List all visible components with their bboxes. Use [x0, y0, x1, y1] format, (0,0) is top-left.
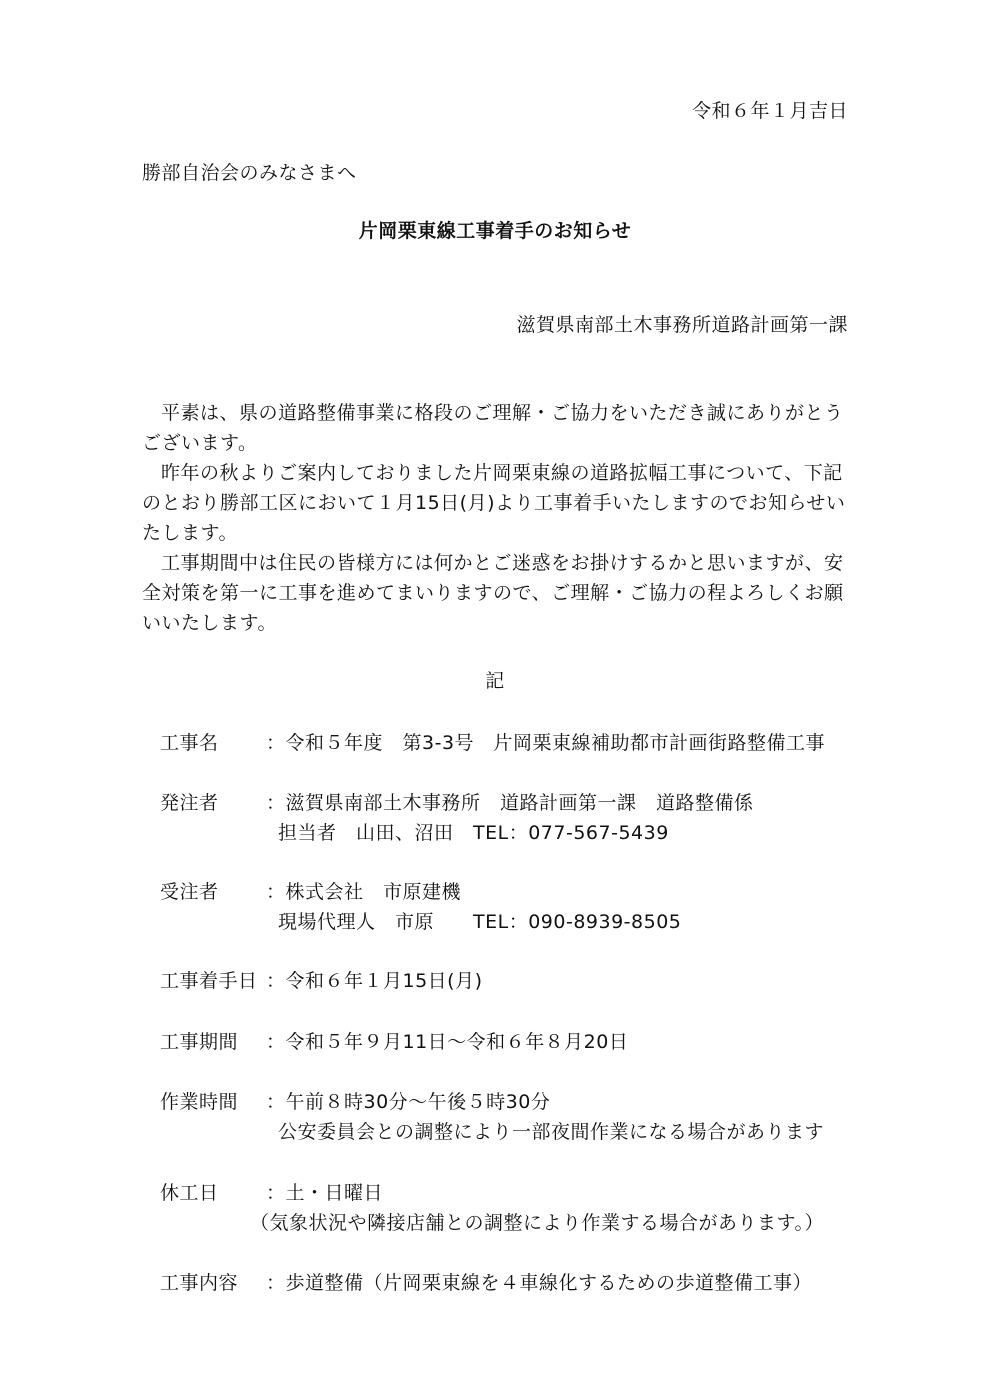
item-value: ：午前８時30分～午後５時30分	[266, 1091, 551, 1113]
item-value: ：株式会社 市原建機	[266, 881, 462, 903]
item-label: 休工日	[160, 1182, 219, 1204]
item-contractor	[160, 877, 461, 904]
item-start-date	[160, 966, 483, 993]
item-value: ：土・日曜日	[266, 1182, 384, 1204]
item-label: 工事内容	[160, 1272, 239, 1294]
addressee: 勝部自治会のみなさまへ	[142, 162, 357, 184]
ki-heading: 記	[485, 670, 505, 692]
work-hours-note: 公安委員会との調整により一部夜間作業になる場合があります	[278, 1121, 825, 1143]
item-orderer	[160, 788, 754, 815]
item-label: 発注者	[160, 792, 219, 814]
sender: 滋賀県南部土木事務所道路計画第一課	[516, 314, 848, 336]
item-value: ：歩道整備（片岡栗東線を４車線化するための歩道整備工事）	[266, 1272, 813, 1294]
body-paragraph-3: 工事期間中は住民の皆様方には何かとご迷惑をお掛けするかと思いますが、安全対策を第一に工事を進めてまいりますので、ご理解・ご協力の程よろしくお願いいたします。	[142, 552, 844, 634]
body-text	[142, 398, 852, 638]
item-value: ：令和５年度 第3-3号 片岡栗東線補助都市計画街路整備工事	[266, 732, 826, 754]
body-paragraph-1: 平素は、県の道路整備事業に格段のご理解・ご協力をいただき誠にありがとうございます。	[142, 402, 844, 454]
item-label: 工事着手日	[160, 970, 258, 992]
item-content	[160, 1268, 812, 1295]
item-construction-name	[160, 728, 825, 755]
item-label: 工事名	[160, 732, 219, 754]
item-period	[160, 1027, 628, 1054]
item-label: 作業時間	[160, 1091, 239, 1113]
body-paragraph-2: 昨年の秋よりご案内しておりました片岡栗東線の道路拡幅工事について、下記のとおり勝部工区において１月15日(月)より工事着手いたしますのでお知らせいたします。	[142, 462, 846, 544]
document-date: 令和６年１月吉日	[691, 100, 848, 122]
orderer-contact: 担当者 山田、沼田 TEL：077-567-5439	[278, 822, 669, 844]
contractor-contact: 現場代理人 市原 TEL：090-8939-8505	[278, 911, 682, 933]
document-title: 片岡栗東線工事着手のお知らせ	[358, 220, 632, 242]
item-label: 受注者	[160, 881, 219, 903]
item-value: ：令和５年９月11日～令和６年８月20日	[266, 1031, 629, 1053]
holiday-note: （気象状況や隣接店舗との調整により作業する場合があります。）	[250, 1212, 824, 1234]
item-label: 工事期間	[160, 1031, 239, 1053]
item-work-hours	[160, 1087, 550, 1114]
item-value: ：令和６年１月15日(月)	[266, 970, 483, 992]
item-holiday	[160, 1178, 383, 1205]
item-value: ：滋賀県南部土木事務所 道路計画第一課 道路整備係	[266, 792, 754, 814]
